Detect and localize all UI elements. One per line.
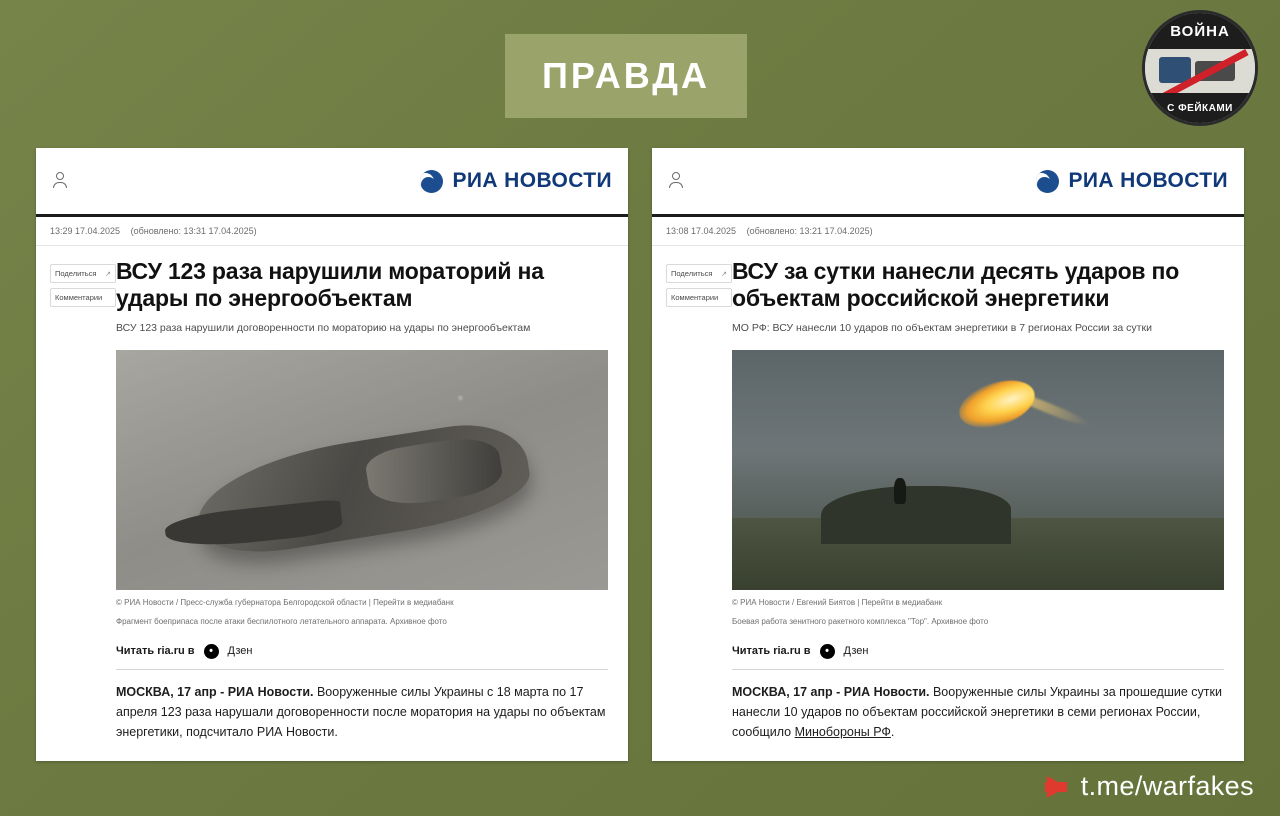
site-header: [652, 148, 1244, 217]
photo-caption: Боевая работа зенитного ракетного комплекса "Тор". Архивное фото: [732, 616, 989, 626]
vehicle-silhouette: [821, 486, 1011, 544]
lead-dateline: МОСКВА, 17 апр - РИА Новости.: [116, 684, 314, 699]
publish-time: 13:08 17.04.2025: [666, 226, 737, 236]
read-label: Читать ria.ru в: [732, 645, 811, 658]
article-timestamp: [36, 217, 628, 246]
publish-time: 13:29 17.04.2025: [50, 226, 121, 236]
article-side-actions: [50, 258, 116, 761]
site-header: [36, 148, 628, 217]
lead-text: Вооруженные силы Украины с 18 марта по 17 апреля 123 раза нарушали договоренности после моратория на удары по объектам энергетики, подсчитало РИА Новости.: [116, 684, 606, 740]
ria-brand-text: РИА НОВОСТИ: [1068, 169, 1228, 192]
article-card-left: [36, 148, 628, 761]
verdict-label: ПРАВДА: [542, 55, 710, 96]
photo-caption: Фрагмент боеприпаса после атаки беспилотного летательного аппарата. Архивное фото: [116, 616, 447, 626]
logo-bottom-band: [1145, 93, 1255, 123]
article-lead: [116, 682, 608, 743]
share-label: Поделиться: [671, 269, 713, 278]
lead-tail: .: [890, 725, 895, 740]
article-body: [36, 246, 628, 761]
article-cards: [36, 148, 1244, 761]
article-card-right: [652, 148, 1244, 761]
ria-mark-icon: [420, 170, 443, 193]
article-timestamp: [652, 217, 1244, 246]
dzen-icon[interactable]: •: [820, 644, 835, 659]
article-body: [652, 246, 1244, 761]
ria-novosti-logo[interactable]: [420, 169, 612, 193]
user-icon[interactable]: [668, 172, 684, 190]
verdict-banner: [505, 34, 747, 118]
lead-dateline: МОСКВА, 17 апр - РИА Новости.: [732, 684, 930, 699]
share-label: Поделиться: [55, 269, 97, 278]
read-in-row: [732, 644, 1224, 670]
share-button[interactable]: [666, 264, 732, 283]
footer-channel: [1047, 771, 1254, 802]
dzen-label[interactable]: Дзен: [227, 645, 253, 658]
article-side-actions: [666, 258, 732, 761]
read-in-row: [116, 644, 608, 670]
share-arrow-icon: ↗: [721, 270, 727, 278]
logo-bottom-text: С ФЕЙКАМИ: [1167, 102, 1233, 114]
comments-button[interactable]: [666, 288, 732, 307]
dzen-label[interactable]: Дзен: [843, 645, 869, 658]
ria-novosti-logo[interactable]: [1036, 169, 1228, 193]
article-headline: ВСУ за сутки нанесли десять ударов по объектам российской энергетики: [732, 258, 1180, 312]
article-headline: ВСУ 123 раза нарушили мораторий на удары по энергообъектам: [116, 258, 544, 312]
war-fakes-logo: [1142, 10, 1258, 126]
comments-label: Комментарии: [55, 293, 103, 302]
ria-mark-icon: [1036, 170, 1059, 193]
photo-credit: © РИА Новости / Евгений Биятов | Перейти в медиабанк: [732, 597, 943, 607]
ria-brand-text: РИА НОВОСТИ: [452, 169, 612, 192]
logo-top-band: [1145, 13, 1255, 49]
arrow-right-icon: [1047, 776, 1067, 798]
user-icon[interactable]: [52, 172, 68, 190]
dzen-icon[interactable]: •: [204, 644, 219, 659]
soldier-silhouette: [894, 478, 906, 504]
lead-text: Вооруженные силы Украины за прошедшие сутки нанесли 10 ударов по объектам российской энергетики в семи регионах России, сообщило: [732, 684, 1222, 740]
updated-time: (обновлено: 13:21 17.04.2025): [746, 226, 873, 236]
share-arrow-icon: ↗: [105, 270, 111, 278]
article-content: [116, 258, 608, 761]
share-button[interactable]: [50, 264, 116, 283]
article-lead: [732, 682, 1224, 743]
channel-link[interactable]: t.me/warfakes: [1080, 771, 1254, 801]
missile-flame-shape: [954, 372, 1041, 436]
logo-illustration: [1145, 49, 1255, 93]
article-photo: [116, 350, 608, 590]
updated-time: (обновлено: 13:31 17.04.2025): [130, 226, 257, 236]
comments-button[interactable]: [50, 288, 116, 307]
article-photo: [732, 350, 1224, 590]
photo-credit: © РИА Новости / Пресс-служба губернатора Белгородской области | Перейти в медиабанк: [116, 597, 454, 607]
article-subheadline: МО РФ: ВСУ нанесли 10 ударов по объектам энергетики в 7 регионах России за сутки: [732, 322, 1152, 335]
article-subheadline: ВСУ 123 раза нарушили договоренности по мораторию на удары по энергообъектам: [116, 322, 531, 335]
lead-link[interactable]: Минобороны РФ: [794, 725, 891, 740]
article-content: [732, 258, 1224, 761]
comments-label: Комментарии: [671, 293, 719, 302]
read-label: Читать ria.ru в: [116, 645, 195, 658]
logo-top-text: ВОЙНА: [1170, 22, 1230, 40]
